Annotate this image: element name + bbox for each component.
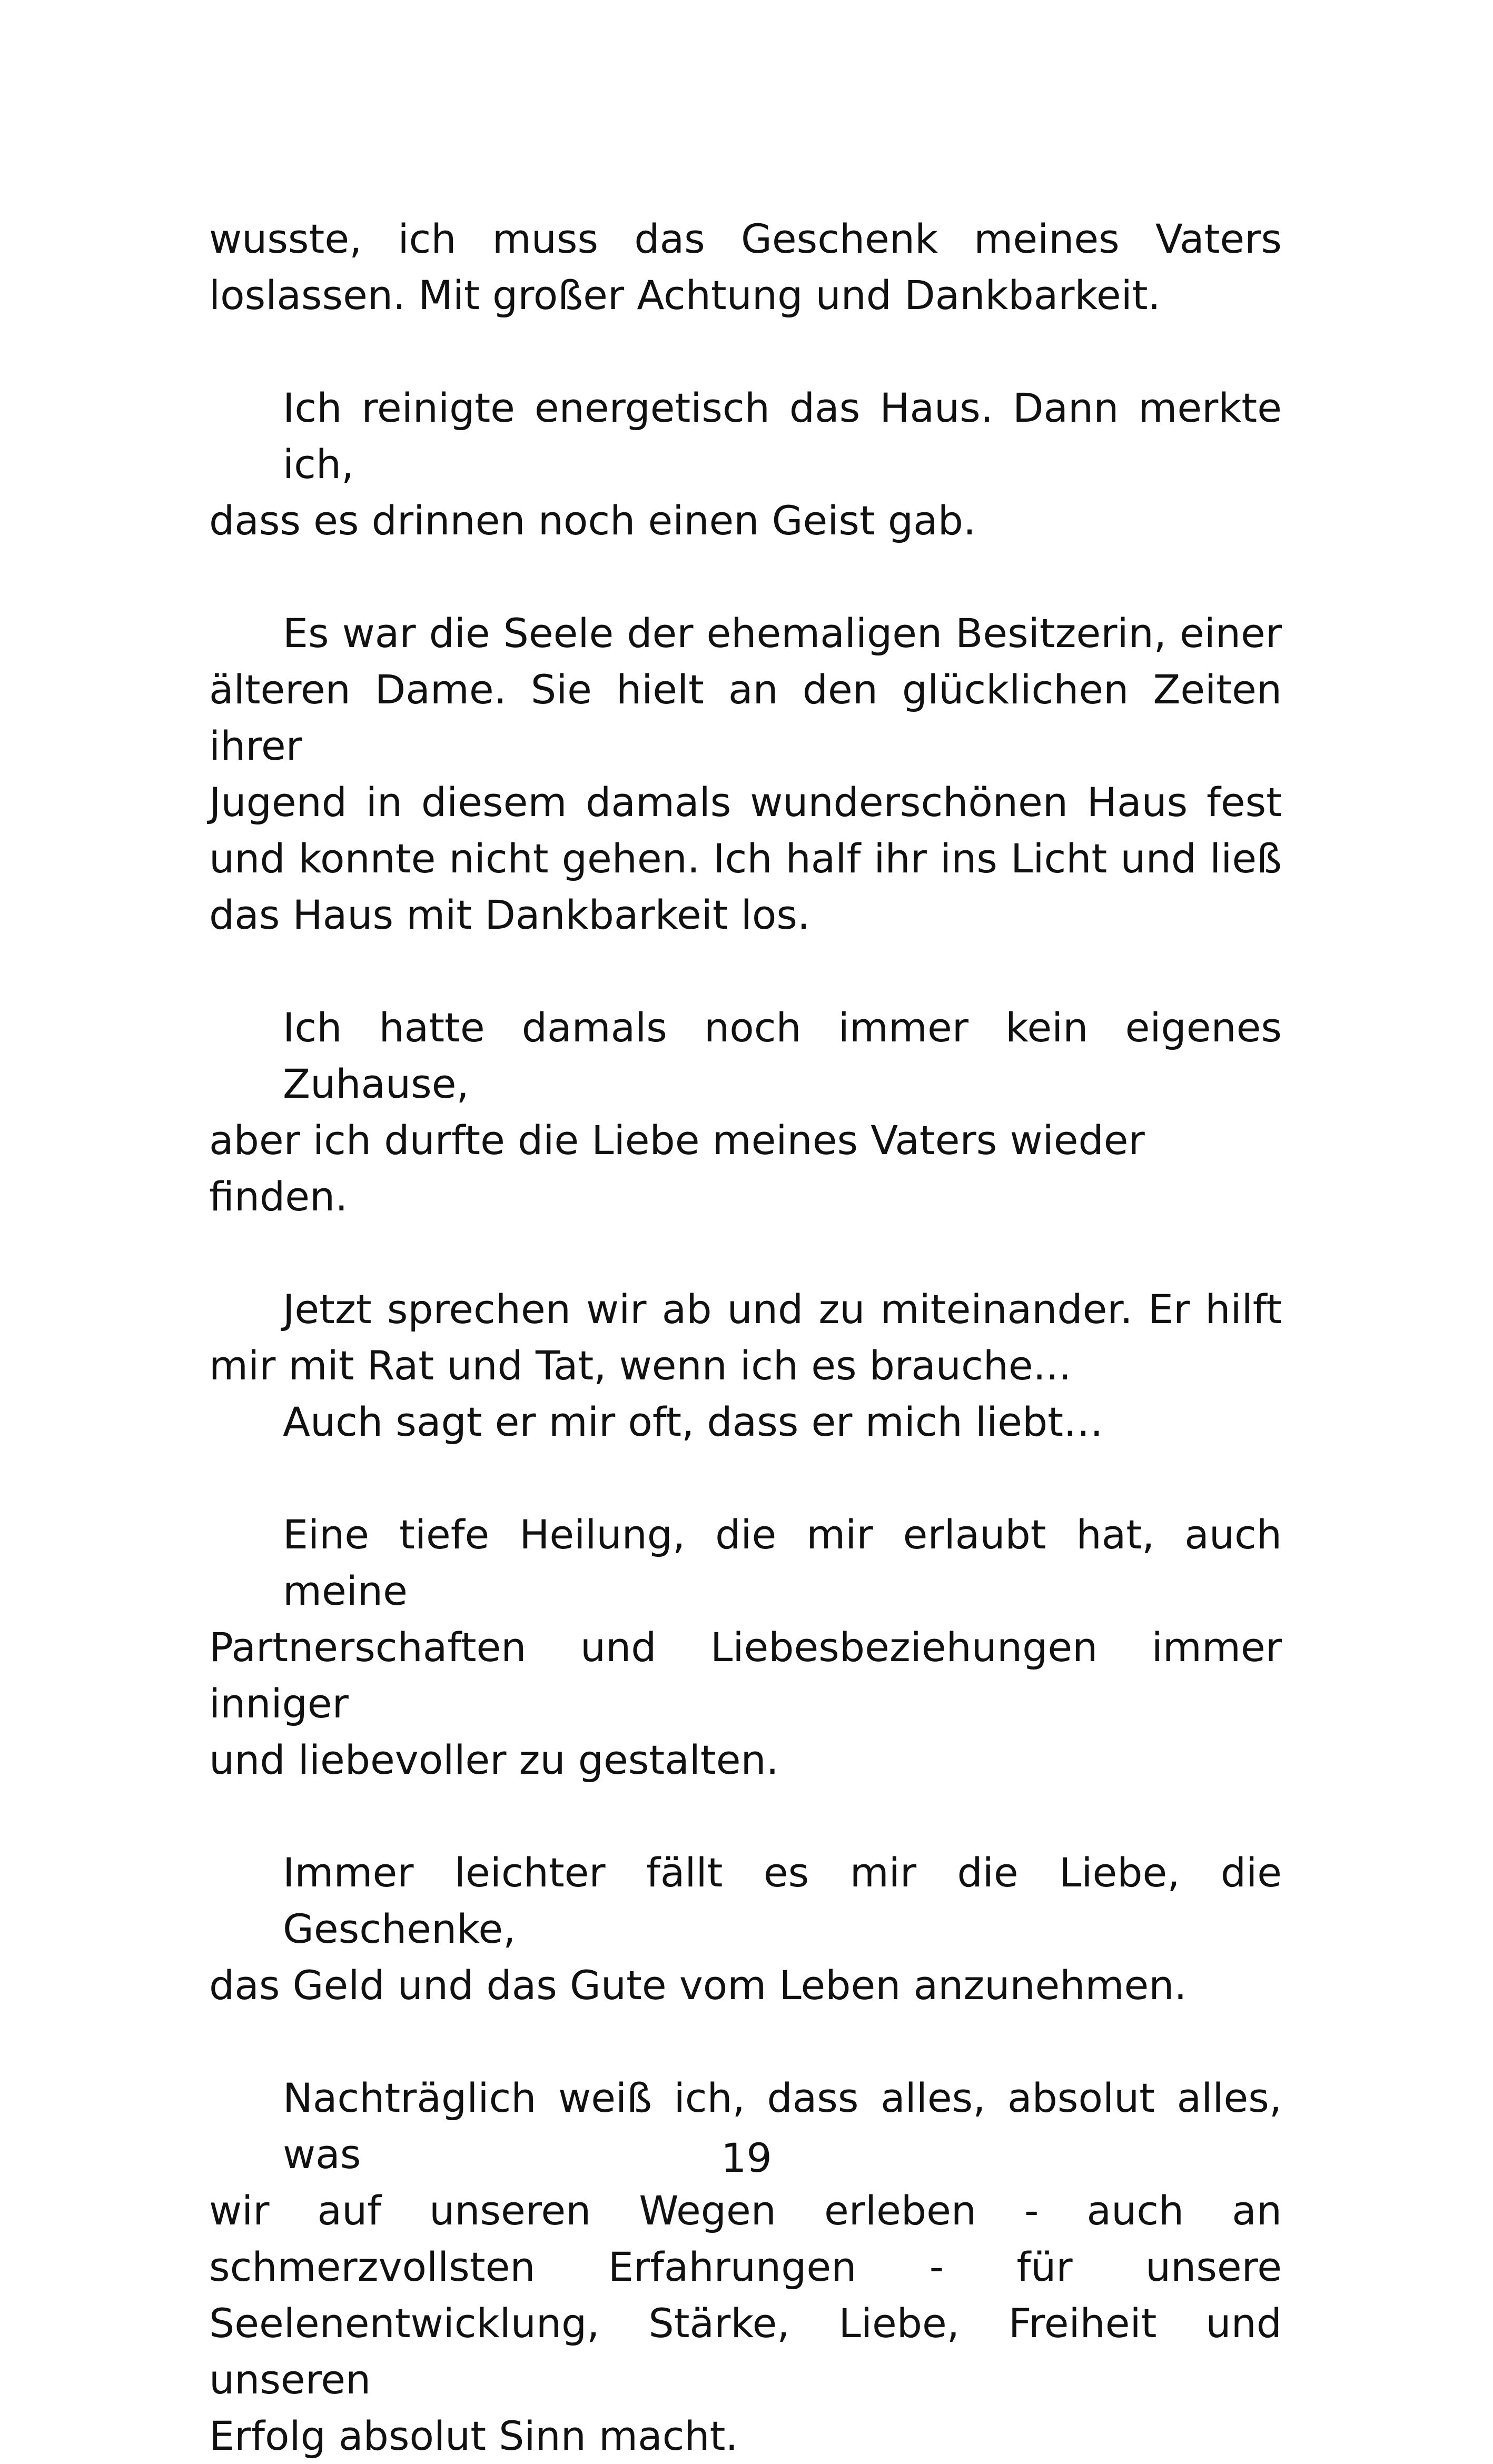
paragraph [209,1506,1282,1788]
text-line: das Geld und das Gute vom Leben anzunehmen. [209,1962,1187,2009]
text-line: älteren Dame. Sie hielt an den glücklichen Zeiten ihrer [209,666,1282,769]
text-line: Erfolg absolut Sinn macht. [209,2412,738,2459]
text-line: wusste, ich muss das Geschenk meines Vaters [209,215,1282,262]
text-line: wir auf unseren Wegen erleben - auch an [209,2187,1282,2234]
text-line: mir mit Rat und Tat, wenn ich es brauche... [209,1342,1072,1389]
text-line: Auch sagt er mir oft, dass er mich liebt… [283,1398,1103,1445]
text-line: und liebevoller zu gestalten. [209,1736,779,1783]
text-line: Jetzt sprechen wir ab und zu miteinander. Er hilft [283,1286,1282,1333]
paragraph [209,2070,1282,2464]
text-line: Nachträglich weiß ich, dass alles, absolut alles, was [283,2074,1282,2178]
text-line: Partnerschaften und Liebesbeziehungen immer inniger [209,1624,1282,1727]
text-line: Eine tiefe Heilung, die mir erlaubt hat, auch meine [283,1511,1282,1614]
paragraph [209,1281,1282,1450]
text-line: und konnte nicht gehen. Ich half ihr ins Licht und ließ [209,835,1282,882]
page-number: 19 [721,2134,772,2181]
text-line: Immer leichter fällt es mir die Liebe, die Geschenke, [283,1849,1282,1952]
paragraph [209,605,1282,943]
paragraph [209,1844,1282,2013]
text-line: Jugend in diesem damals wunderschönen Haus fest [209,779,1282,826]
body-text [209,211,1282,2464]
text-line: dass es drinnen noch einen Geist gab. [209,497,976,544]
paragraph [209,999,1282,1225]
text-line: aber ich durfte die Liebe meines Vaters wieder finden. [209,1117,1145,1220]
paragraph [209,211,1282,323]
text-line: Es war die Seele der ehemaligen Besitzerin, einer [283,610,1282,657]
text-line: schmerzvollsten Erfahrungen - für unsere [209,2243,1282,2290]
paragraph [209,380,1282,549]
text-line: loslassen. Mit großer Achtung und Dankbarkeit. [209,272,1161,319]
text-line: Ich reinigte energetisch das Haus. Dann merkte ich, [283,384,1282,488]
text-line: das Haus mit Dankbarkeit los. [209,891,810,938]
text-line: Seelenentwicklung, Stärke, Liebe, Freiheit und unseren [209,2300,1282,2403]
text-line: Ich hatte damals noch immer kein eigenes Zuhause, [283,1004,1282,1107]
